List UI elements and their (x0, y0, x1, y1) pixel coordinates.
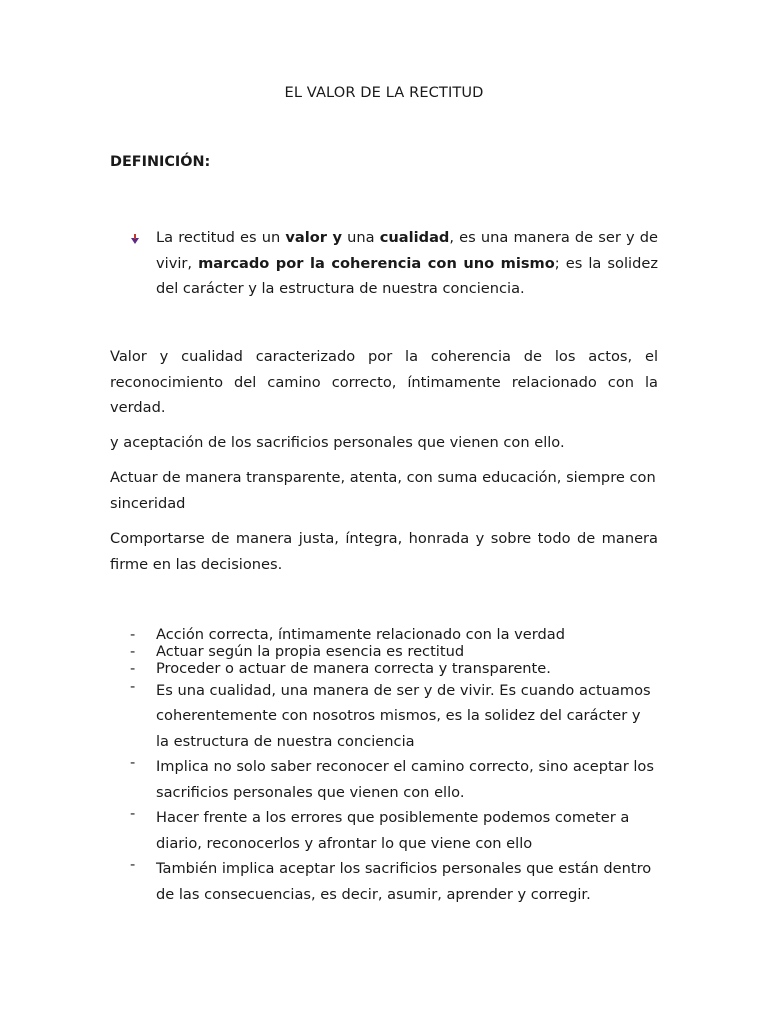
list-item (110, 856, 658, 907)
bullet-text-1: La rectitud es un (156, 229, 286, 246)
arrow-bullet-icon (131, 231, 139, 241)
bullet-text-4: ; es la solidez del carácter y la estructura de nuestra conciencia. (156, 254, 658, 297)
dash-marker: - (130, 626, 136, 643)
definition-bullet (110, 225, 658, 302)
paragraph-3: Actuar de manera transparente, atenta, con suma educación, siempre con sinceridad (110, 469, 656, 512)
dash-marker: - (130, 660, 136, 678)
list-item-text: Implica no solo saber reconocer el camino correcto, sino aceptar los sacrificios personales que vienen con ello. (156, 758, 654, 801)
bullet-bold-2: cualidad (379, 229, 450, 246)
list-item-text: Acción correcta, íntimamente relacionado con la verdad (156, 626, 565, 643)
list-item (110, 660, 658, 677)
paragraph-2: y aceptación de los sacrificios personales que vienen con ello. (110, 434, 565, 451)
paragraph-1: Valor y cualidad caracterizado por la coherencia de los actos, el reconocimiento del camino correcto, íntimamente relacionado con la verdad. (110, 348, 658, 416)
dash-marker: - (130, 856, 136, 874)
definition-text (156, 225, 658, 302)
list-item-text: Hacer frente a los errores que posiblemente podemos cometer a diario, reconocerlos y afrontar lo que viene con ello (156, 809, 630, 852)
paragraph-4: Comportarse de manera justa, íntegra, honrada y sobre todo de manera firme en las decisiones. (110, 530, 658, 573)
bullet-text-3: , es una manera de ser y de vivir, (156, 229, 658, 272)
list-item (110, 626, 658, 643)
list-item (110, 754, 658, 805)
document-title: EL VALOR DE LA RECTITUD (284, 84, 484, 101)
list-item (110, 678, 658, 755)
dash-marker: - (130, 677, 136, 695)
dash-list (110, 626, 658, 907)
dash-marker: - (130, 805, 136, 823)
list-item (110, 805, 658, 856)
list-item-text: También implica aceptar los sacrificios personales que están dentro de las consecuencias, es decir, asumir, aprender y corregir. (156, 860, 652, 903)
list-item (110, 643, 658, 660)
bullet-text-2: una (342, 229, 380, 246)
list-item-text: Es una cualidad, una manera de ser y de vivir. Es cuando actuamos coherentemente con nosotros mismos, es la solidez del carácter y la estructura de nuestra conciencia (156, 681, 651, 750)
dash-marker: - (130, 643, 136, 661)
dash-marker: - (130, 754, 136, 772)
bullet-bold-3: marcado por la coherencia con uno mismo (198, 254, 555, 272)
list-item-text: Actuar según la propia esencia es rectitud (156, 643, 465, 661)
section-heading: DEFINICIÓN: (110, 154, 211, 170)
bullet-bold-1: valor y (285, 229, 343, 246)
list-item-text: Proceder o actuar de manera correcta y transparente. (156, 660, 551, 678)
